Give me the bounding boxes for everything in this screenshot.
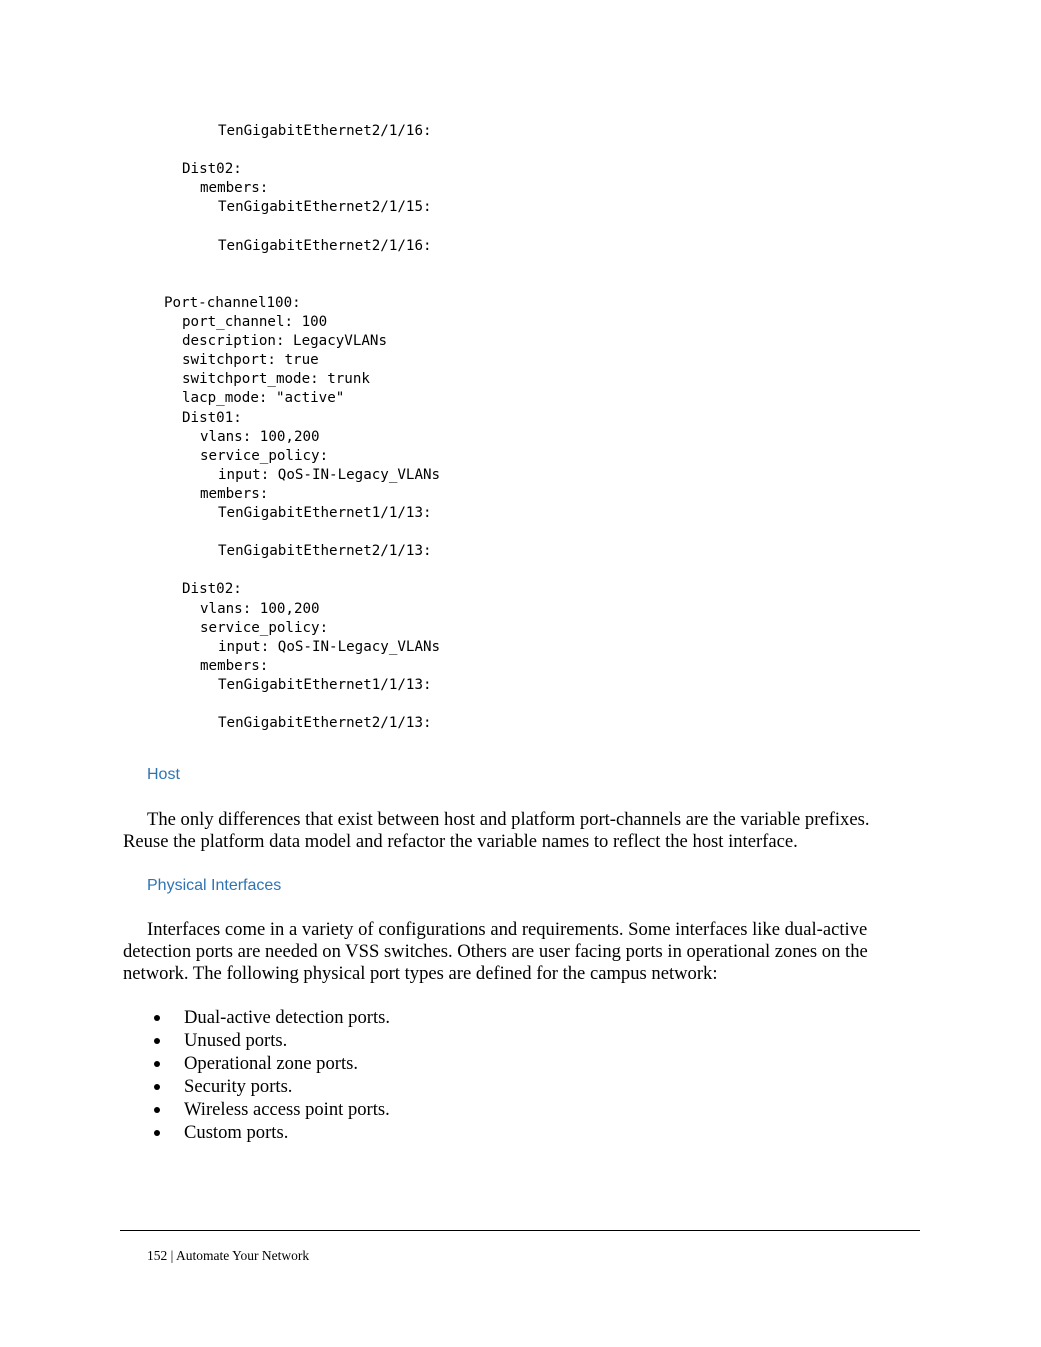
bullet-icon <box>154 1015 160 1021</box>
code-line: Dist02: <box>182 581 242 598</box>
code-line: input: QoS-IN-Legacy_VLANs <box>218 466 441 483</box>
list-item-text: Security ports. <box>184 1076 293 1097</box>
code-line: Port-channel100: <box>164 294 301 311</box>
code-line: vlans: 100,200 <box>200 600 320 617</box>
bullet-icon <box>154 1038 160 1044</box>
code-line: port_channel: 100 <box>182 314 328 330</box>
list-item-text: Custom ports. <box>184 1122 289 1143</box>
code-line: service_policy: <box>200 447 329 464</box>
code-line: service_policy: <box>200 619 329 636</box>
list-item-text: Operational zone ports. <box>184 1053 358 1074</box>
code-line: TenGigabitEthernet2/1/16: <box>218 237 432 254</box>
code-line: Dist01: <box>182 409 242 426</box>
bullet-icon <box>154 1107 160 1113</box>
code-line: TenGigabitEthernet2/1/13: <box>218 715 432 732</box>
code-line: switchport_mode: trunk <box>182 371 370 388</box>
code-line: members: <box>200 180 269 197</box>
host-paragraph: The only differences that exist between host and platform port-channels are the variable prefixes. Reuse the platform data model and refactor the variable names to reflect the host interface. <box>123 809 870 852</box>
code-line: Dist02: <box>182 161 242 178</box>
code-line: lacp_mode: "active" <box>182 390 345 407</box>
code-line: TenGigabitEthernet1/1/13: <box>218 676 432 693</box>
footer-divider <box>120 1230 920 1231</box>
code-line: members: <box>200 485 269 502</box>
bullet-icon <box>154 1084 160 1090</box>
code-line: vlans: 100,200 <box>200 428 320 445</box>
code-line: switchport: true <box>182 352 319 369</box>
bullet-icon <box>154 1130 160 1136</box>
code-line: description: LegacyVLANs <box>182 333 387 350</box>
list-item-text: Wireless access point ports. <box>184 1099 390 1120</box>
physical-interfaces-paragraph: Interfaces come in a variety of configurations and requirements. Some interfaces like dual-active detection ports are needed on VSS switches. Others are user facing ports in operational zones on the network. The following physical port types are defined for the campus network: <box>123 919 868 984</box>
section-heading-physical-interfaces: Physical Interfaces <box>147 877 282 894</box>
bullet-icon <box>154 1061 160 1067</box>
code-line: TenGigabitEthernet1/1/13: <box>218 505 432 521</box>
code-line: TenGigabitEthernet2/1/15: <box>218 199 432 216</box>
code-line: input: QoS-IN-Legacy_VLANs <box>218 638 441 655</box>
page-footer: 152 | Automate Your Network <box>147 1248 310 1263</box>
list-item-text: Unused ports. <box>184 1030 288 1051</box>
list-item-text: Dual-active detection ports. <box>184 1007 391 1028</box>
code-line: TenGigabitEthernet2/1/16: <box>218 123 432 139</box>
code-line: members: <box>200 657 269 674</box>
section-heading-host: Host <box>147 766 180 783</box>
code-line: TenGigabitEthernet2/1/13: <box>218 543 432 560</box>
